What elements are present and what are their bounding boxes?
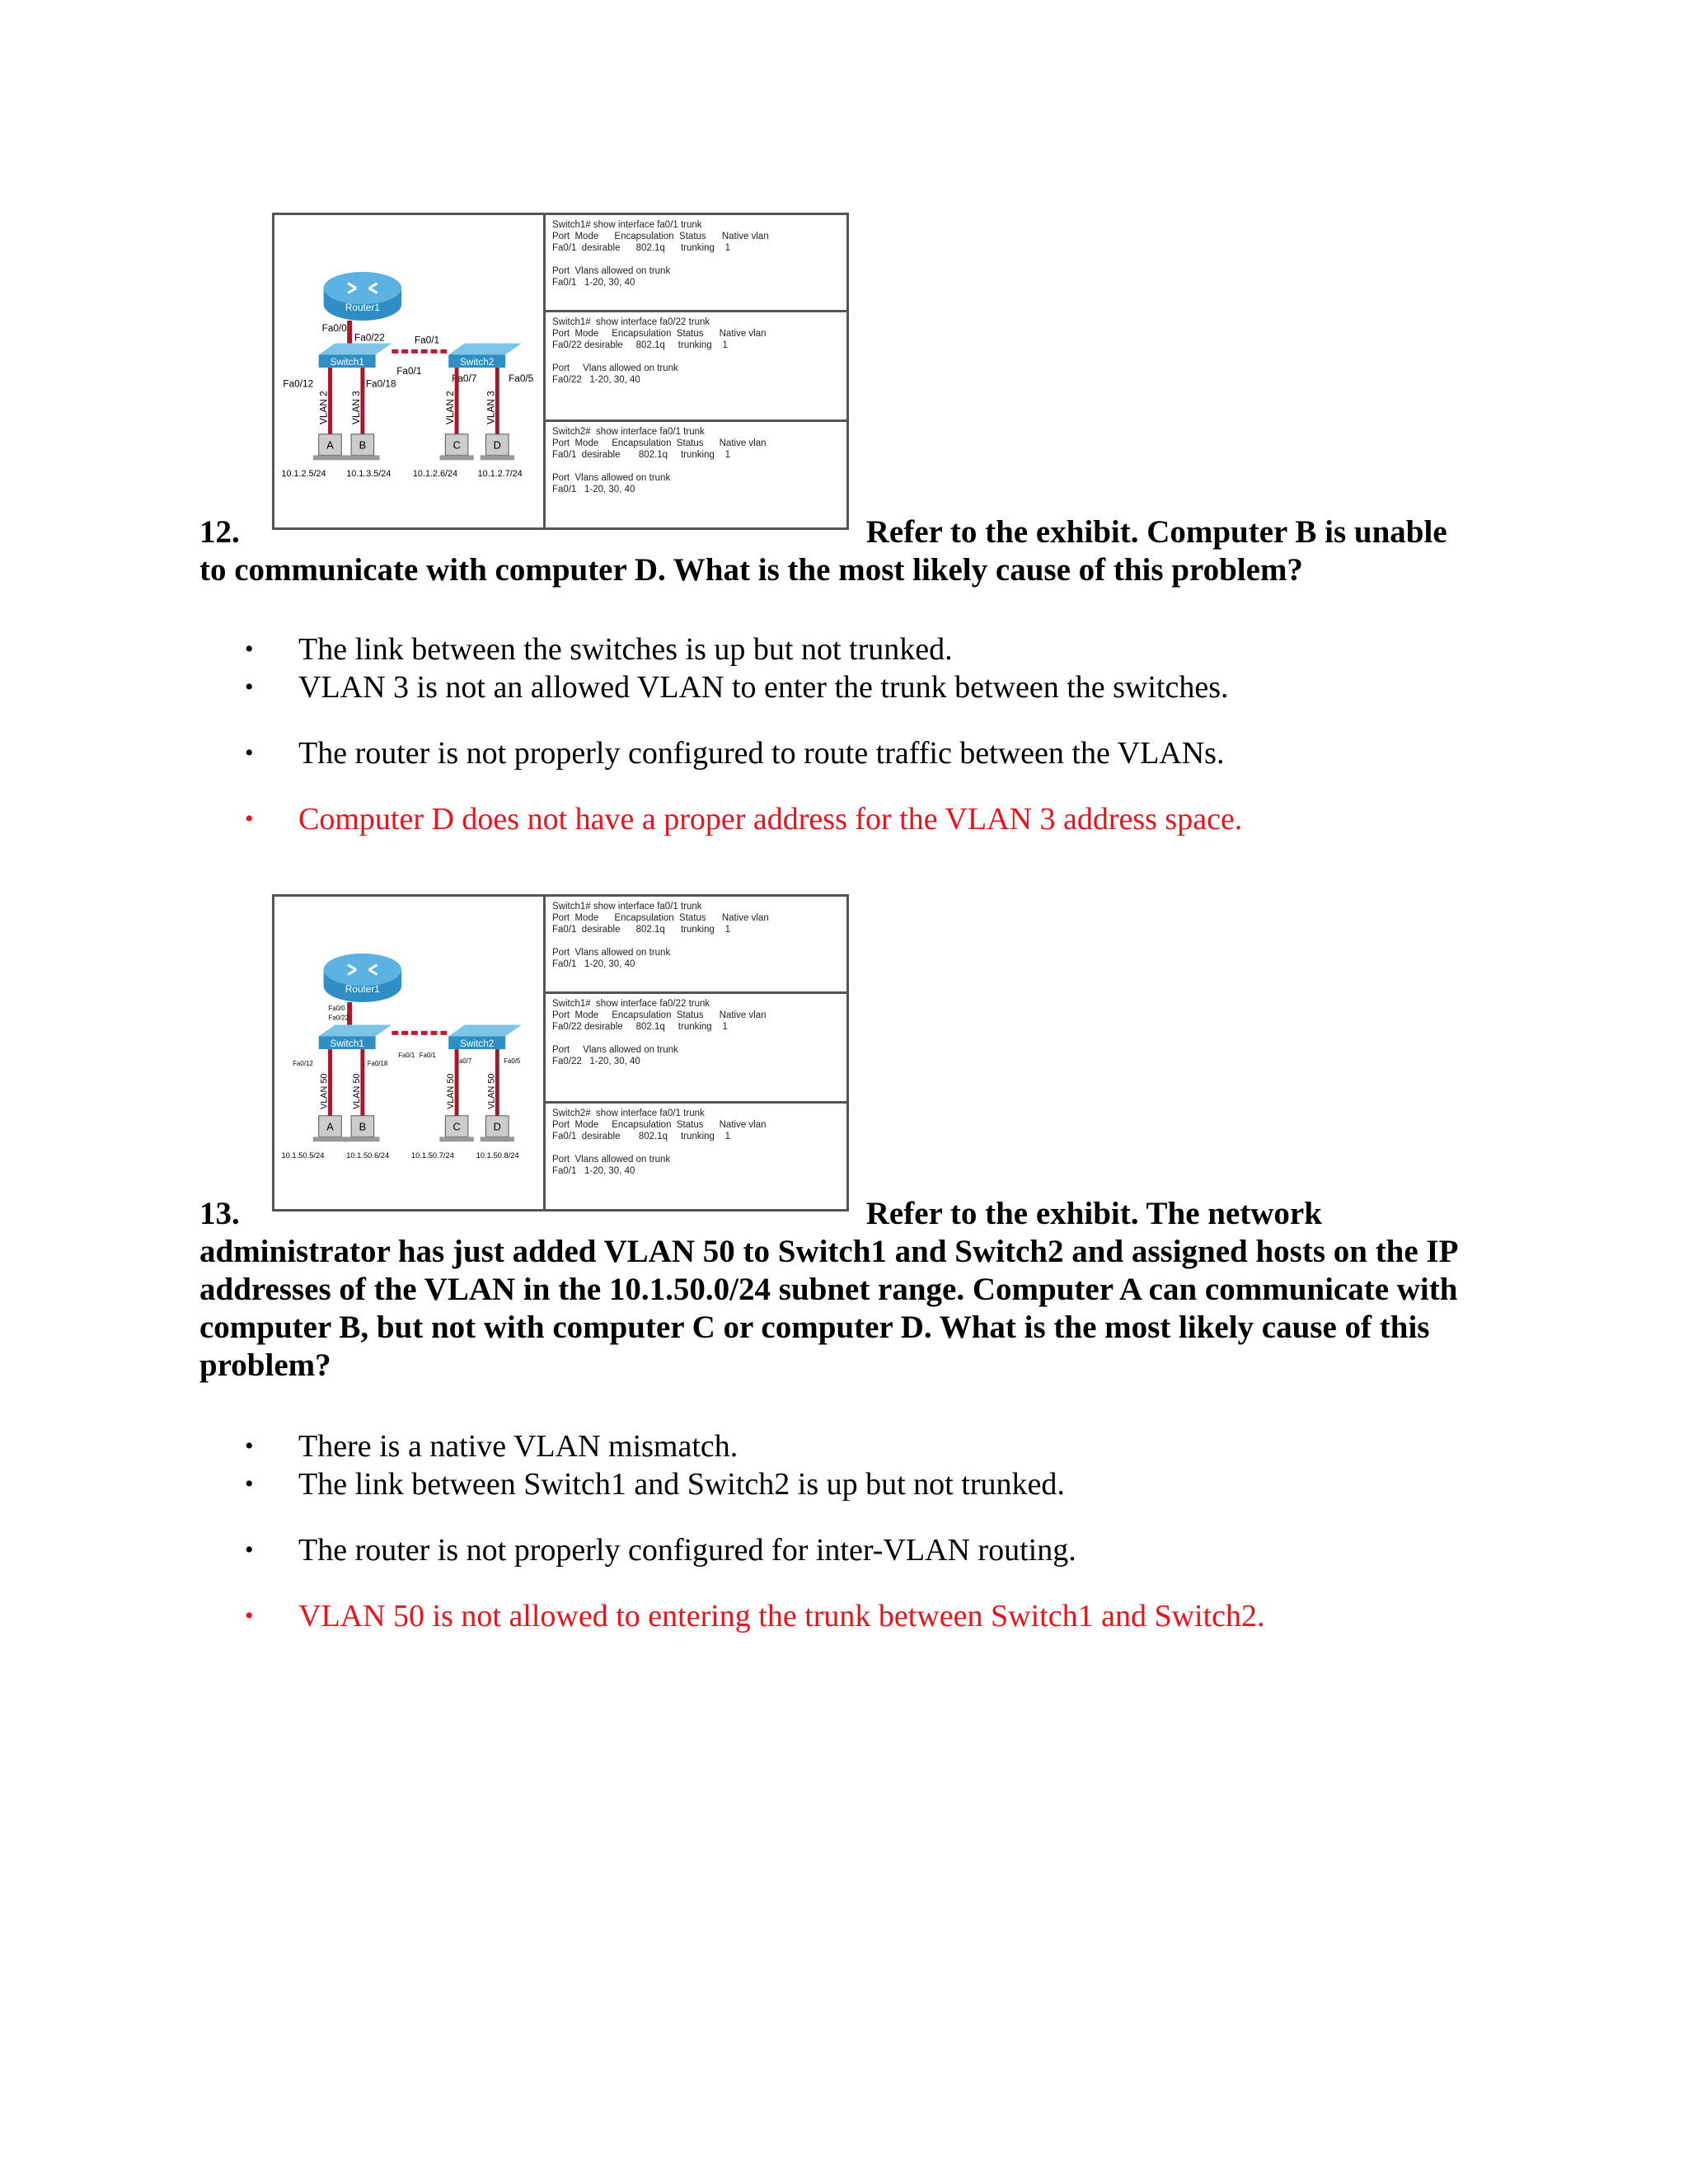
bullet-icon: • <box>245 1536 254 1563</box>
question-12 <box>199 513 1493 837</box>
svg-text:Fa0/7: Fa0/7 <box>455 1057 472 1065</box>
bullet-icon: • <box>245 805 254 832</box>
svg-text:10.1.3.5/24: 10.1.3.5/24 <box>346 468 392 479</box>
svg-text:B: B <box>359 1120 367 1133</box>
svg-text:Fa0/1: Fa0/1 <box>396 364 422 377</box>
svg-text:VLAN 3: VLAN 3 <box>485 391 497 424</box>
svg-text:Fa0/5: Fa0/5 <box>504 1057 521 1065</box>
switch2-icon <box>448 1025 522 1037</box>
svg-text:VLAN 2: VLAN 2 <box>317 391 330 424</box>
exhibit-q12 <box>272 213 849 530</box>
bullet-icon: • <box>245 673 254 701</box>
bullet-icon: • <box>245 1470 254 1497</box>
svg-text:Fa0/0: Fa0/0 <box>328 1004 345 1012</box>
svg-text:Router1: Router1 <box>345 983 380 996</box>
option-1[interactable]: • The link between the switches is up but not trunked. <box>245 632 953 667</box>
svg-text:VLAN 50: VLAN 50 <box>319 1073 330 1109</box>
svg-text:B: B <box>359 438 367 452</box>
svg-text:A: A <box>326 438 334 452</box>
bullet-icon: • <box>245 1602 254 1629</box>
bullet-icon: • <box>245 1432 254 1460</box>
question-12-text: 12. Refer to the exhibit. Computer B is unable to communicate with computer D. What is the most likely cause of this problem? <box>199 514 1447 588</box>
svg-text:VLAN 50: VLAN 50 <box>351 1073 362 1109</box>
svg-text:Fa0/22: Fa0/22 <box>354 331 385 344</box>
question-13 <box>199 1195 1493 1633</box>
svg-text:10.1.50.5/24: 10.1.50.5/24 <box>281 1151 325 1160</box>
svg-text:10.1.50.7/24: 10.1.50.7/24 <box>410 1151 454 1160</box>
svg-text:Fa0/0: Fa0/0 <box>321 321 347 334</box>
svg-text:A: A <box>326 1120 334 1133</box>
svg-text:Fa0/18: Fa0/18 <box>365 377 396 390</box>
svg-text:Switch1: Switch1 <box>330 1038 364 1050</box>
option-2[interactable]: • The link between Switch1 and Switch2 is up but not trunked. <box>245 1467 1065 1502</box>
router-label: Router1 <box>345 302 380 314</box>
question-13-text: 13. Refer to the exhibit. The network administrator has just added VLAN 50 to Switch1 and Switch2 and assigned hosts on the IP addresses of the VLAN in the 10.1.50.0/24 subnet range. Computer A can communicate with computer B, but not with computer C or computer D. What is the most likely cause of this problem? <box>199 1196 1458 1383</box>
svg-text:Fa0/1: Fa0/1 <box>414 334 440 346</box>
option-4-correct[interactable]: • VLAN 50 is not allowed to entering the trunk between Switch1 and Switch2. <box>245 1599 1265 1633</box>
svg-text:Fa0/5: Fa0/5 <box>509 372 534 384</box>
svg-text:Switch2: Switch2 <box>460 1038 495 1050</box>
svg-text:10.1.2.5/24: 10.1.2.5/24 <box>281 468 326 479</box>
svg-text:Fa0/18: Fa0/18 <box>367 1059 388 1067</box>
option-4-correct[interactable]: • Computer D does not have a proper address for the VLAN 3 address space. <box>245 802 1243 837</box>
svg-text:10.1.50.6/24: 10.1.50.6/24 <box>346 1151 390 1160</box>
network-diagram <box>274 897 543 1209</box>
cli-panel-2: Switch1# show interface fa0/22 trunk Port Mode Encapsulation Status Native vlan Fa0/22 desirable 802.1q trunking 1 Port Vlans allowed on trunk Fa0/22 1-20, 30, 40 <box>546 310 846 419</box>
svg-text:10.1.50.8/24: 10.1.50.8/24 <box>476 1151 519 1160</box>
svg-text:Fa0/12: Fa0/12 <box>293 1059 313 1067</box>
option-3[interactable]: • The router is not properly configured to route traffic between the VLANs. <box>245 736 1225 771</box>
svg-text:D: D <box>493 438 501 452</box>
svg-text:Fa0/1: Fa0/1 <box>398 1051 415 1059</box>
svg-text:Switch1: Switch1 <box>330 356 364 368</box>
switch2-icon <box>448 344 522 355</box>
switch1-icon <box>319 344 392 355</box>
svg-text:VLAN 50: VLAN 50 <box>486 1073 497 1109</box>
svg-text:VLAN 50: VLAN 50 <box>446 1073 457 1109</box>
question-number: 12. <box>199 514 240 550</box>
switch1-icon <box>319 1025 392 1037</box>
svg-text:C: C <box>452 438 461 452</box>
svg-text:10.1.2.7/24: 10.1.2.7/24 <box>477 468 523 479</box>
cli-panel-3: Switch2# show interface fa0/1 trunk Port Mode Encapsulation Status Native vlan Fa0/1 desirable 802.1q trunking 1 Port Vlans allowed on trunk Fa0/1 1-20, 30, 40 <box>546 419 846 530</box>
answer-options <box>199 630 1242 838</box>
option-2[interactable]: • VLAN 3 is not an allowed VLAN to enter the trunk between the switches. <box>245 670 1229 705</box>
cli-panel-1: Switch1# show interface fa0/1 trunk Port Mode Encapsulation Status Native vlan Fa0/1 desirable 802.1q trunking 1 Port Vlans allowed on trunk Fa0/1 1-20, 30, 40 <box>552 902 769 969</box>
svg-text:D: D <box>493 1120 501 1133</box>
cli-output-panels <box>543 215 846 527</box>
answer-options <box>199 1427 1265 1635</box>
cli-panel-2: Switch1# show interface fa0/22 trunk Port Mode Encapsulation Status Native vlan Fa0/22 desirable 802.1q trunking 1 Port Vlans allowed on trunk Fa0/22 1-20, 30, 40 <box>546 991 846 1101</box>
cli-panel-3: Switch2# show interface fa0/1 trunk Port Mode Encapsulation Status Native vlan Fa0/1 desirable 802.1q trunking 1 Port Vlans allowed on trunk Fa0/1 1-20, 30, 40 <box>546 1101 846 1212</box>
option-1[interactable]: • There is a native VLAN mismatch. <box>245 1429 738 1464</box>
svg-text:C: C <box>452 1120 461 1133</box>
svg-text:Switch2: Switch2 <box>460 356 495 368</box>
svg-text:10.1.2.6/24: 10.1.2.6/24 <box>412 468 458 479</box>
option-3[interactable]: • The router is not properly configured for inter-VLAN routing. <box>245 1533 1076 1568</box>
cli-panel-1: Switch1# show interface fa0/1 trunk Port Mode Encapsulation Status Native vlan Fa0/1 desirable 802.1q trunking 1 Port Vlans allowed on trunk Fa0/1 1-20, 30, 40 <box>552 220 769 288</box>
svg-text:Fa0/7: Fa0/7 <box>452 372 477 384</box>
svg-text:VLAN 2: VLAN 2 <box>444 391 457 424</box>
cli-output-panels <box>543 897 846 1209</box>
bullet-icon: • <box>245 635 254 663</box>
bullet-icon: • <box>245 739 254 766</box>
question-number: 13. <box>199 1196 240 1231</box>
svg-text:Fa0/1: Fa0/1 <box>419 1051 436 1059</box>
svg-text:Fa0/22: Fa0/22 <box>328 1014 349 1022</box>
exhibit-q13 <box>272 894 849 1212</box>
network-diagram <box>274 215 543 527</box>
svg-text:Fa0/12: Fa0/12 <box>283 377 314 390</box>
svg-text:VLAN 3: VLAN 3 <box>349 391 362 424</box>
